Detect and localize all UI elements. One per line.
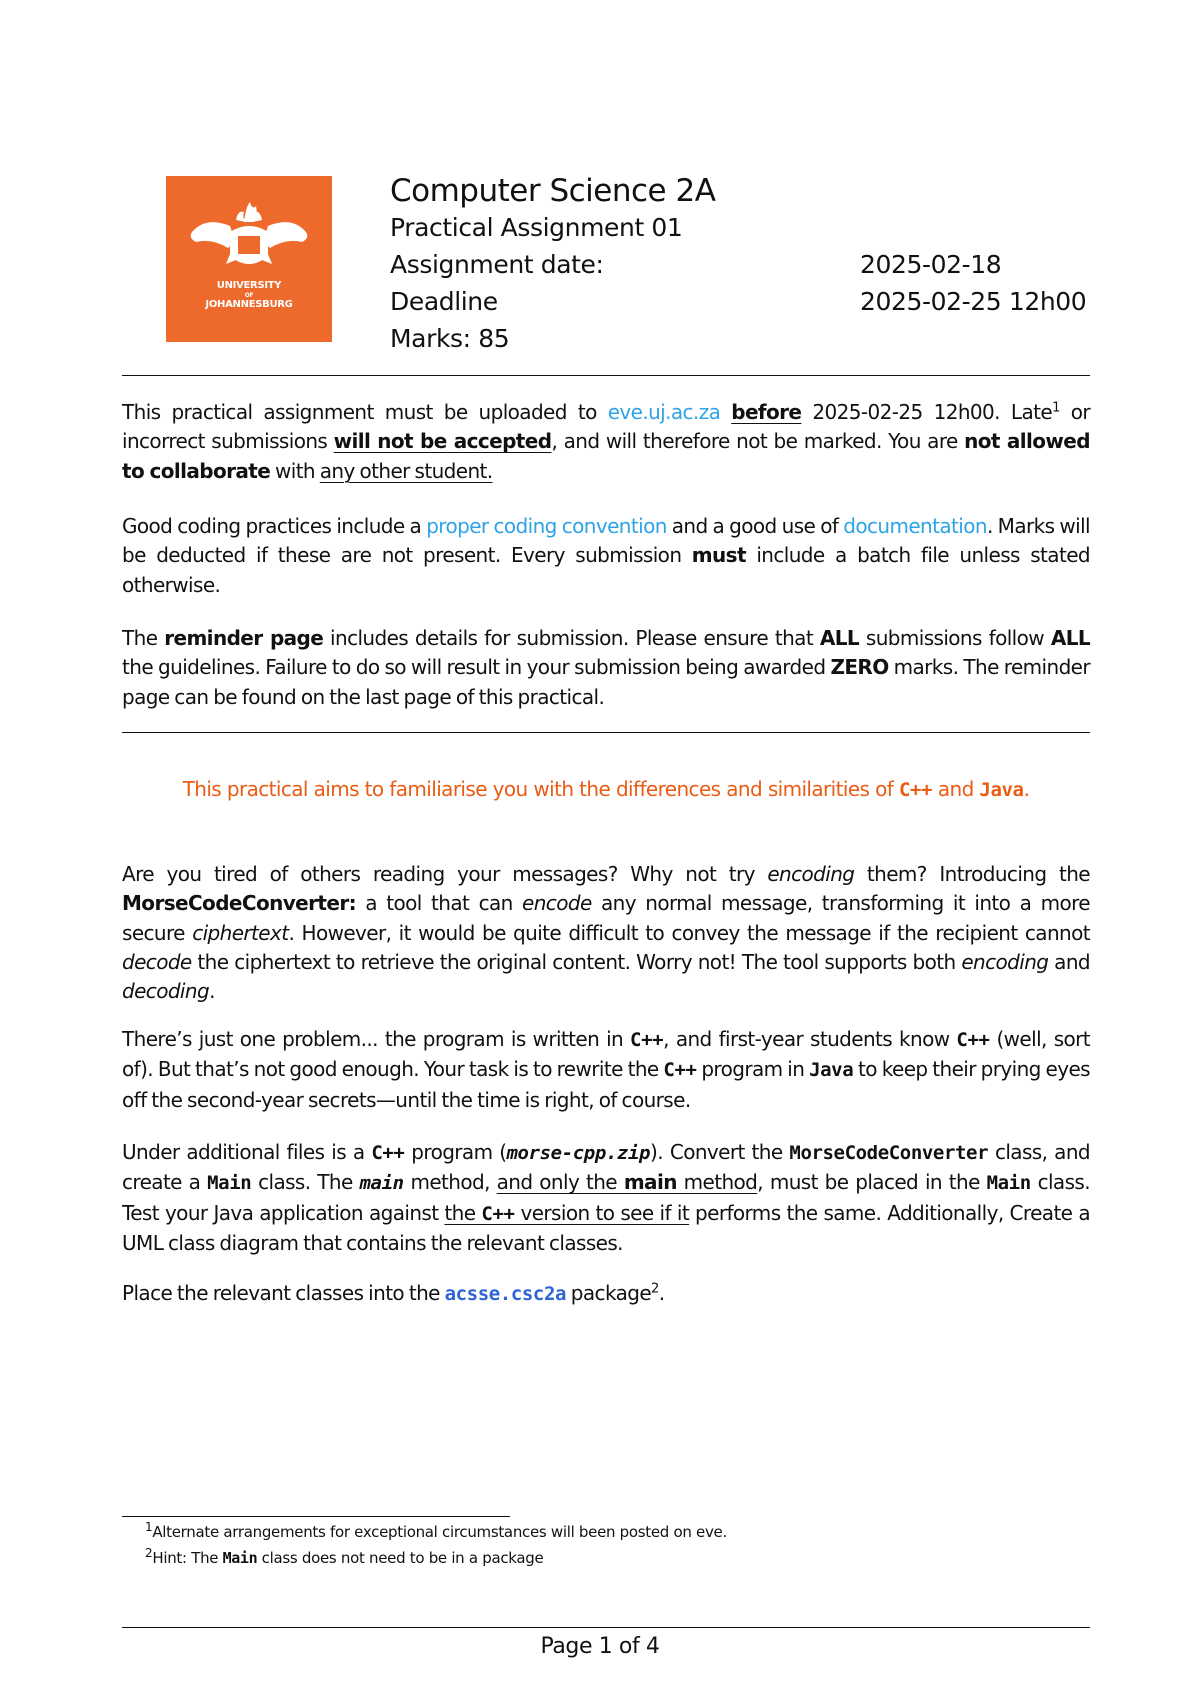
not-accepted-emphasis: will not be accepted [333, 429, 552, 454]
ciphertext-italic: ciphertext [192, 920, 289, 945]
text-span: , must be placed in the [757, 1170, 987, 1195]
class-name: MorseCodeConverter [789, 1142, 989, 1164]
must-emphasis: must [691, 543, 746, 568]
text-span: and a good use of [666, 514, 844, 538]
java-keyword: Java [809, 1059, 854, 1082]
text-span: Under additional files is a [122, 1140, 372, 1164]
encoding-italic: encoding [961, 949, 1049, 974]
text-span: and [932, 777, 980, 801]
text-span: class does not need to be in a package [257, 1549, 544, 1567]
text-span: Good coding practices include a [122, 514, 427, 538]
eve-link[interactable]: eve.uj.ac.za [607, 400, 721, 424]
java-keyword: Java [979, 779, 1024, 801]
main-class-name: Main [207, 1172, 252, 1195]
footnote-ref-2[interactable]: 2 [651, 1281, 659, 1297]
documentation-link[interactable]: documentation [843, 514, 987, 538]
text-span: to keep their prying eyes off the second-year secrets—until the time is right, of course. [122, 1057, 1091, 1112]
cpp-keyword: C++ [898, 779, 933, 801]
footer-divider [122, 1627, 1090, 1628]
text-span: package [566, 1281, 652, 1305]
text-span: This practical assignment must be uploaded to [122, 400, 608, 424]
main-class-name: Main [986, 1172, 1031, 1195]
zero-emphasis: ZERO [830, 655, 889, 680]
text-span: . Marks will be deducted if these are not present. Every submission [122, 514, 1091, 568]
converter-name: MorseCodeConverter: [122, 891, 356, 916]
text-span: This practical aims to familiarise you with the differences and similarities of [182, 777, 899, 801]
footnote-divider [122, 1516, 510, 1517]
text-span: class. Test your Java application against [122, 1170, 1090, 1225]
logo-line-of: OF [244, 292, 254, 299]
main-bold: main [623, 1170, 677, 1195]
text-span: and [1048, 949, 1090, 974]
coding-convention-link[interactable]: proper coding convention [426, 514, 667, 538]
text-span: Place the relevant classes into the [122, 1281, 445, 1305]
main-class-name: Main [222, 1549, 258, 1567]
header-divider [122, 375, 1090, 376]
cpp-keyword: C++ [956, 1029, 990, 1051]
encode-italic: encode [522, 891, 592, 916]
cpp-version-underline [444, 1201, 689, 1225]
reminder-page-emphasis: reminder page [164, 626, 324, 650]
text-span: program in [696, 1057, 810, 1082]
text-span: performs the same. Additionally, Create a UML class diagram that contains the relevant classes. [122, 1200, 1090, 1255]
text-span [720, 400, 731, 424]
submission-paragraph [122, 398, 1090, 486]
any-other-student-underline: any other student. [319, 458, 493, 483]
deadline-label: Deadline [390, 287, 498, 316]
cpp-keyword: C++ [481, 1202, 515, 1225]
text-span: 2025-02-25 12h00. Late [801, 400, 1053, 424]
crest-icon [166, 176, 332, 342]
all-emphasis: ALL [1050, 626, 1091, 650]
text-span: method, [403, 1170, 497, 1195]
footnote-text: Alternate arrangements for exceptional circumstances will been posted on eve. [152, 1523, 727, 1541]
logo-line-johannesburg: JOHANNESBURG [205, 299, 293, 310]
decoding-italic: decoding [122, 979, 210, 1004]
university-logo [166, 176, 332, 342]
deadline-value: 2025-02-25 12h00 [860, 287, 1087, 316]
practical-aim [122, 777, 1090, 801]
text-span: or incorrect submissions [122, 400, 1090, 454]
coding-practices-paragraph [122, 512, 1090, 600]
text-span: and only the [496, 1170, 624, 1195]
text-span: program ( [404, 1140, 507, 1164]
zip-filename: morse-cpp.zip [506, 1142, 651, 1164]
text-span: The [122, 626, 165, 650]
course-title: Computer Science 2A [390, 173, 716, 209]
text-span: includes details for submission. Please ensure that [323, 626, 820, 650]
cpp-keyword: C++ [663, 1059, 697, 1082]
text-span: . [658, 1281, 665, 1305]
assignment-date-label: Assignment date: [390, 250, 604, 279]
text-span: , and first-year students know [663, 1027, 957, 1051]
intro-divider [122, 732, 1090, 733]
footnote-1 [145, 1520, 727, 1541]
reminder-paragraph [122, 624, 1090, 712]
not-allowed-emphasis: not allowed to collaborate [122, 429, 1090, 483]
assignment-subtitle: Practical Assignment 01 [390, 213, 683, 242]
text-span: the guidelines. Failure to do so will result in your submission being awarded [122, 655, 831, 680]
text-span: There’s just one problem... the program is written in [122, 1027, 631, 1051]
text-span: version to see if it [514, 1200, 690, 1225]
text-span: with [270, 458, 320, 483]
text-span: method [676, 1170, 758, 1195]
text-span: ). Convert the [650, 1140, 790, 1164]
text-span: them? Introducing the [854, 862, 1090, 886]
footnote-number: 1 [145, 1520, 153, 1534]
all-emphasis: ALL [819, 626, 860, 650]
decode-italic: decode [122, 949, 192, 974]
text-span: include a batch file unless stated otherwise. [122, 543, 1090, 597]
text-span: a tool that can [355, 891, 523, 916]
page-number: Page 1 of 4 [540, 1634, 660, 1659]
footnote-2 [145, 1546, 544, 1567]
assignment-date-value: 2025-02-18 [860, 250, 1002, 279]
text-span: . [1023, 777, 1030, 801]
text-span: Hint: The [152, 1549, 223, 1567]
footnote-number: 2 [145, 1546, 153, 1560]
text-span: Are you tired of others reading your messages? Why not try [122, 862, 768, 886]
before-emphasis: before [731, 400, 802, 424]
main-method-name: main [359, 1172, 404, 1195]
text-span: marks. The reminder page can be found on the last page of this practical. [122, 655, 1090, 709]
package-paragraph [122, 1279, 1090, 1309]
footnote-ref-1[interactable]: 1 [1052, 400, 1060, 416]
marks-label: Marks: 85 [390, 324, 510, 353]
package-name: acsse.csc2a [444, 1283, 567, 1305]
text-span: (well, sort of). But that’s not good enough. Your task is to rewrite the [122, 1027, 1091, 1082]
text-span: submissions follow [859, 626, 1051, 650]
text-span: , and will therefore not be marked. You are [551, 429, 965, 454]
encoding-italic: encoding [767, 862, 855, 886]
text-span: the ciphertext to retrieve the original content. Worry not! The tool supports both [191, 949, 962, 974]
text-span: . [209, 979, 215, 1004]
logo-line-university: UNIVERSITY [216, 280, 282, 291]
instructions-paragraph [122, 1138, 1090, 1258]
task-paragraph [122, 1025, 1090, 1115]
text-span: class, and create a [122, 1140, 1091, 1195]
cpp-keyword: C++ [371, 1142, 405, 1164]
text-span: class. The [251, 1170, 360, 1195]
text-span: . However, it would be quite difficult to convey the message if the recipient cannot [288, 920, 1090, 945]
story-paragraph [122, 860, 1090, 1006]
and-only-underline [497, 1170, 758, 1194]
text-span: the [444, 1200, 482, 1225]
text-span: any normal message, transforming it into a more secure [122, 891, 1090, 945]
cpp-keyword: C++ [630, 1029, 664, 1051]
